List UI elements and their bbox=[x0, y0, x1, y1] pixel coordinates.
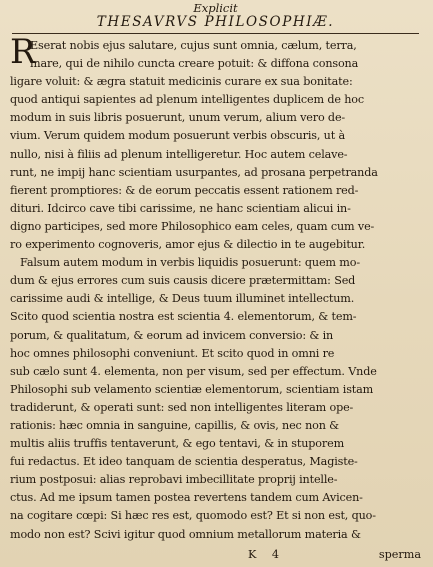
text-block bbox=[10, 32, 421, 544]
text-line: Falsum autem modum in verbis liquidis posuerunt: quem mo- bbox=[20, 256, 360, 270]
header-rule bbox=[12, 33, 419, 34]
text-line: hoc omnes philosophi conveniunt. Et scito quod in omni re bbox=[10, 346, 335, 360]
text-line: quod antiqui sapientes ad plenum intelligentes duplicem de hoc bbox=[10, 93, 364, 107]
text-line: digno participes, sed more Philosophico eam celes, quam cum ve- bbox=[10, 219, 375, 233]
page-title: THESAVRVS PHILOSOPHIÆ. bbox=[96, 14, 335, 30]
text-line: carissime audi & intellige, & Deus tuum illuminet intellectum. bbox=[10, 292, 355, 306]
text-line: rationis: hæc omnia in sanguine, capillis, & ovis, nec non & bbox=[10, 418, 339, 432]
text-line: ro experimento cognoveris, amor ejus & dilectio in te augebitur. bbox=[10, 238, 366, 252]
text-line: mare, qui de nihilo cuncta creare potuit: & diffona consona bbox=[30, 57, 359, 71]
text-line: porum, & qualitatum, & eorum ad invicem conversio: & in bbox=[10, 328, 334, 342]
text-line: multis aliis truffis tentaverunt, & ego tentavi, & in stuporem bbox=[10, 437, 345, 451]
text-line: Philosophi sub velamento scientiæ elementorum, scientiam istam bbox=[10, 382, 374, 396]
text-line: dum & ejus errores cum suis causis dicere prætermittam: Sed bbox=[10, 274, 356, 288]
text-line: fierent promptiores: & de eorum peccatis essent rationem red- bbox=[10, 183, 359, 197]
text-line: ctus. Ad me ipsum tamen postea revertens tandem cum Avicen- bbox=[10, 491, 363, 505]
text-line: rium postposui: alias reprobavi imbecillitate proprij intelle- bbox=[10, 473, 338, 487]
text-line: fui redactus. Et ideo tanquam de scientia desperatus, Magiste- bbox=[10, 455, 358, 469]
text-line: vium. Verum quidem modum posuerunt verbis obscuris, ut à bbox=[10, 129, 345, 143]
text-line: Eserat nobis ejus salutare, cujus sunt omnia, cælum, terra, bbox=[30, 39, 357, 52]
text-line: na cogitare cœpi: Si hæc res est, quomodo est? Et si non est, quo- bbox=[10, 509, 376, 523]
text-line: sub cælo sunt 4. elementa, non per visum, sed per effectum. Vnde bbox=[10, 364, 377, 378]
text-line: runt, ne impij hanc scientiam usurpantes, ad prosana perpetranda bbox=[10, 165, 378, 179]
text-line: ligare voluit: & ægra statuit medicinis curare ex sua bonitate: bbox=[10, 75, 353, 89]
text-line: tradiderunt, & operati sunt: sed non intelligentes literam ope- bbox=[10, 400, 354, 414]
catchword: sperma bbox=[378, 548, 421, 561]
drop-cap: R bbox=[10, 32, 36, 72]
text-line: modum in suis libris posuerunt, unum verum, alium vero de- bbox=[10, 111, 346, 125]
page-footer bbox=[10, 546, 421, 564]
text-line: modo non est? Scivi igitur quod omnium metallorum materia & bbox=[10, 527, 361, 541]
running-head: Explicit bbox=[193, 1, 238, 15]
text-line: nullo, nisi à filiis ad plenum intelligeretur. Hoc autem celave- bbox=[10, 147, 348, 161]
signature-mark: K 4 bbox=[248, 548, 286, 561]
text-line: Scito quod scientia nostra est scientia 4. elementorum, & tem- bbox=[10, 310, 357, 324]
text-line: dituri. Idcirco cave tibi carissime, ne hanc scientiam alicui in- bbox=[10, 201, 351, 215]
